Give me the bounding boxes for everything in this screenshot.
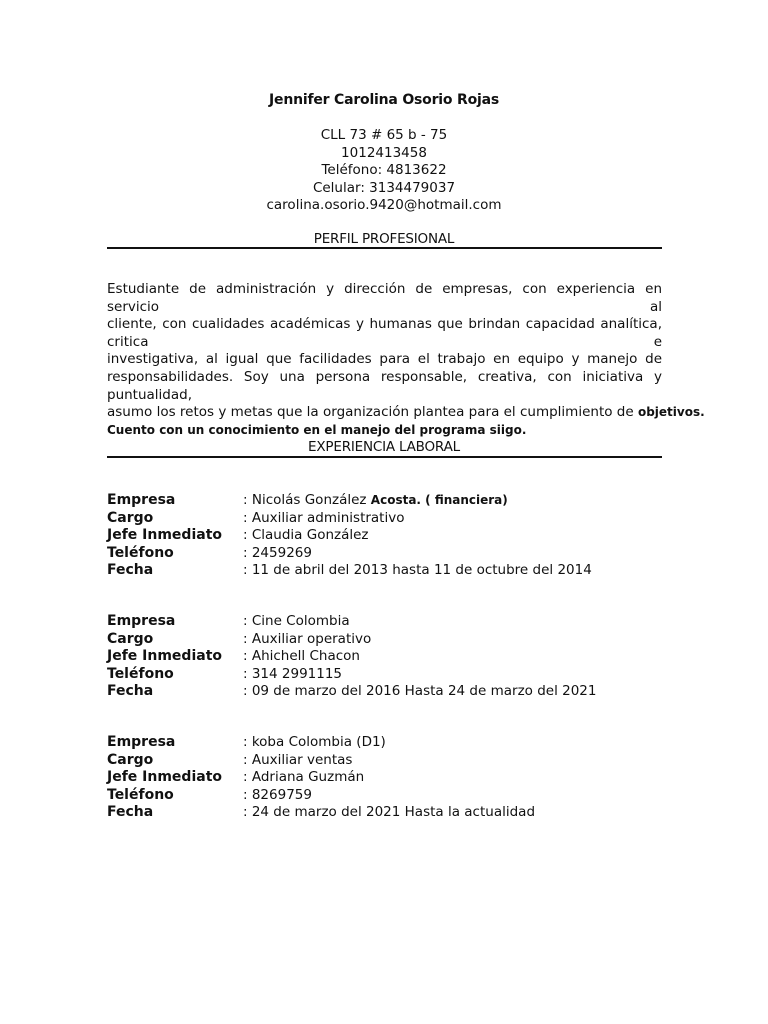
profile-line	[107, 404, 705, 422]
job-row-date	[107, 683, 667, 701]
value-position: : Auxiliar operativo	[243, 630, 372, 647]
label-phone: Teléfono	[107, 665, 174, 682]
value-date: : 24 de marzo del 2021 Hasta la actualidad	[243, 804, 536, 820]
mobile: Celular: 3134479037	[312, 179, 456, 196]
job-entry	[107, 492, 667, 580]
label-date: Fecha	[107, 683, 154, 699]
profile-line: responsabilidades. Soy una persona responsable, creativa, con iniciativa y puntualidad,	[107, 368, 662, 403]
job-row-company	[107, 613, 667, 631]
job-entry	[107, 734, 667, 822]
id-number: 1012413458	[341, 144, 427, 161]
label-boss: Jefe Inmediato	[107, 527, 223, 543]
phone: Teléfono: 4813622	[321, 162, 447, 179]
profile-line: Estudiante de administración y dirección de empresas, con experiencia en servicio al	[107, 281, 662, 315]
experience-section-title: EXPERIENCIA LABORAL	[308, 439, 460, 455]
job-entry	[107, 613, 667, 701]
label-boss: Jefe Inmediato	[107, 648, 223, 664]
label-date: Fecha	[107, 804, 154, 820]
profile-line-bold: Cuento con un conocimiento en el manejo del programa siigo.	[107, 422, 527, 437]
profile-line-text: asumo los retos y metas que la organización plantea para el cumplimiento de	[107, 404, 634, 421]
value-phone: : 2459269	[243, 544, 312, 561]
profile-section-title: PERFIL PROFESIONAL	[313, 231, 455, 247]
job-row-date	[107, 562, 667, 580]
label-company: Empresa	[107, 613, 176, 629]
job-row-boss	[107, 527, 667, 545]
experience-divider	[107, 456, 662, 458]
label-phone: Teléfono	[107, 786, 174, 803]
email: carolina.osorio.9420@hotmail.com	[266, 197, 502, 214]
value-phone: : 8269759	[243, 786, 312, 803]
job-row-position	[107, 631, 667, 649]
company-extra: Acosta. ( financiera)	[370, 493, 508, 507]
label-position: Cargo	[107, 509, 154, 526]
job-row-date	[107, 804, 667, 822]
job-row-phone	[107, 787, 667, 805]
value-phone: : 314 2991115	[243, 665, 343, 682]
value-company: : Cine Colombia	[243, 613, 350, 629]
value-position: : Auxiliar administrativo	[243, 509, 405, 526]
value-boss: : Claudia González	[243, 527, 369, 543]
profile-line: investigativa, al igual que facilidades para el trabajo en equipo y manejo de	[107, 351, 662, 368]
value-company	[243, 492, 667, 510]
value-position: : Auxiliar ventas	[243, 751, 353, 768]
label-company: Empresa	[107, 492, 176, 508]
job-row-phone	[107, 666, 667, 684]
company-name: : Nicolás González	[243, 492, 367, 508]
value-company: : koba Colombia (D1)	[243, 734, 386, 750]
job-row-company	[107, 734, 667, 752]
profile-line: cliente, con cualidades académicas y humanas que brindan capacidad analítica, critica e	[107, 316, 662, 350]
contact-block	[0, 127, 768, 215]
value-boss: : Adriana Guzmán	[243, 769, 365, 785]
profile-divider	[107, 247, 662, 249]
job-row-boss	[107, 769, 667, 787]
address: CLL 73 # 65 b - 75	[320, 127, 448, 143]
label-date: Fecha	[107, 562, 154, 578]
job-row-company	[107, 492, 667, 510]
label-phone: Teléfono	[107, 544, 174, 561]
label-company: Empresa	[107, 734, 176, 750]
profile-line-bold: objetivos.	[637, 405, 705, 420]
value-date: : 11 de abril del 2013 hasta 11 de octubre del 2014	[243, 562, 592, 578]
label-position: Cargo	[107, 751, 154, 768]
job-row-position	[107, 510, 667, 528]
job-row-boss	[107, 648, 667, 666]
label-boss: Jefe Inmediato	[107, 769, 223, 785]
job-row-phone	[107, 545, 667, 563]
candidate-name: Jennifer Carolina Osorio Rojas	[269, 92, 499, 108]
label-position: Cargo	[107, 630, 154, 647]
value-boss: : Ahichell Chacon	[243, 648, 360, 664]
job-row-position	[107, 752, 667, 770]
value-date: : 09 de marzo del 2016 Hasta 24 de marzo del 2021	[243, 683, 597, 699]
profile-paragraph	[107, 281, 705, 439]
